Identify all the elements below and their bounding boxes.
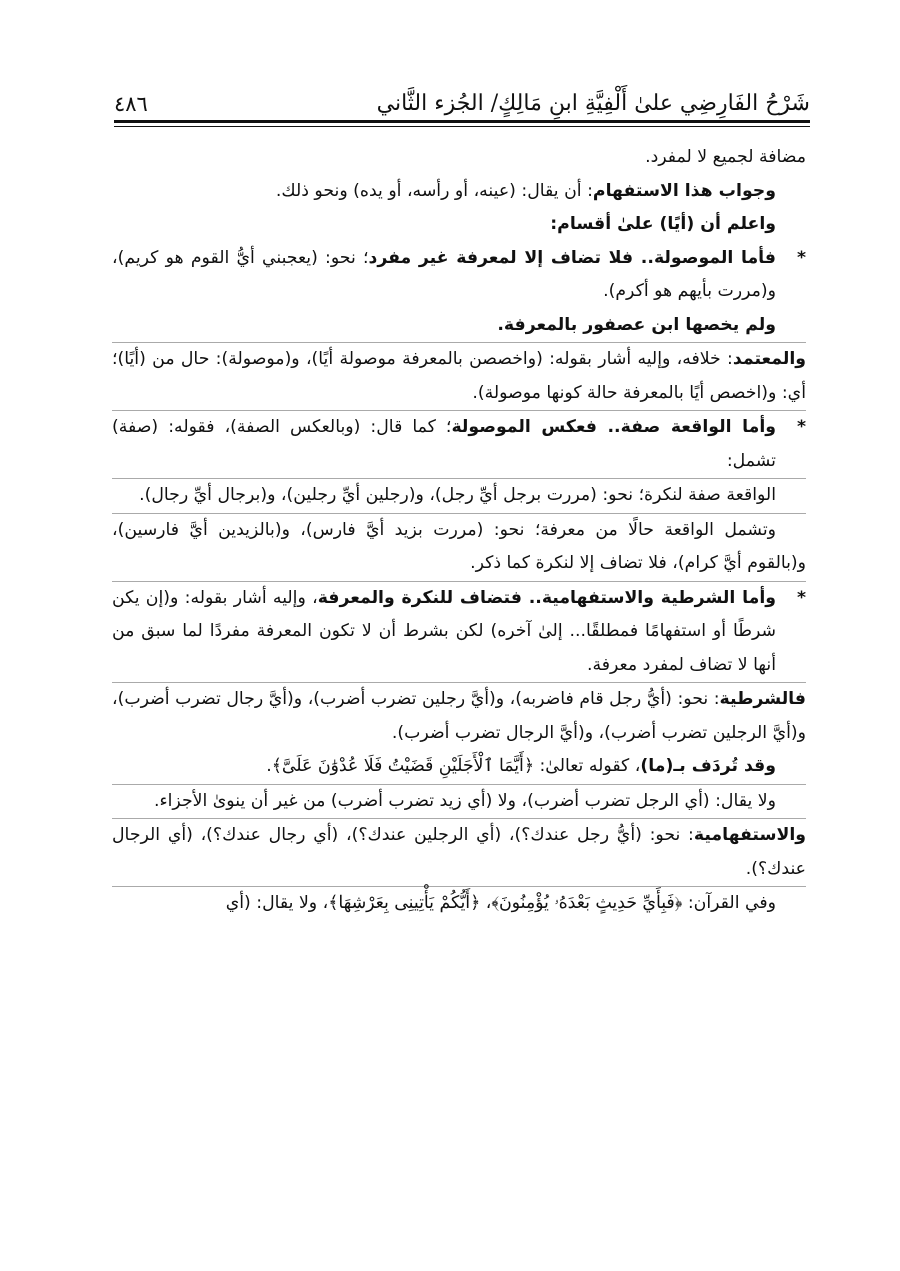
- bold-term: وقد تُردَف بـ(ما): [640, 756, 776, 776]
- bold-term: والمعتمد: [732, 349, 806, 369]
- header-rule-thin: [114, 126, 810, 127]
- paragraph-text: ،: [480, 893, 492, 913]
- paragraph-text: : نحو: (أيُّ رجل عندك؟)، (أي الرجلين عندك؟)، (أي رجال عندك؟)، (أي الرجال عندك؟).: [112, 825, 806, 879]
- bold-term: وأما الشرطية والاستفهامية.. فتضاف للنكرة والمعرفة: [317, 587, 776, 608]
- paragraph-text: ، وإليه أشار بقوله: و(إن يكن شرطًا أو استفهامًا فمطلقًا... إلىٰ آخره) لكن بشرط أن لا تكون المعرفة مفردًا لما سبق من أنها لا تضاف لمفرد معرفة.: [112, 587, 776, 675]
- paragraph-13: [112, 784, 806, 819]
- bold-term: وجواب هذا الاستفهام: [592, 180, 776, 201]
- paragraph-8: [112, 478, 806, 513]
- paragraph-12: [112, 750, 806, 784]
- paragraph-text: : أن يقال: (عينه، أو رأسه، أو يده) ونحو ذلك.: [275, 180, 593, 201]
- paragraph-text: وتشمل الواقعة حالًا من معرفة؛ نحو: (مررت بزيد أيَّ فارس)، و(بالزيدين أيَّ فارسين)، و(بالقوم أيَّ كرام)، فلا تضاف إلا لنكرة كما ذكر.: [112, 519, 806, 573]
- asterisk-bullet: *: [796, 247, 806, 268]
- paragraph-2: [112, 175, 806, 209]
- quran-verse: ﴿أَيَّمَا ٱلْأَجَلَيْنِ قَضَيْتُ فَلَا عُدْوَٰنَ عَلَىَّ﴾: [271, 756, 534, 776]
- paragraph-text: .: [266, 756, 272, 776]
- bold-term: فأما الموصولة.. فلا تضاف إلا لمعرفة غير مفرد: [368, 247, 776, 268]
- paragraph-text: ، كقوله تعالىٰ:: [533, 756, 641, 776]
- paragraph-6: [112, 342, 806, 410]
- paragraph-1: [112, 141, 806, 175]
- paragraph-text: ؛ كما قال: (وبالعكس الصفة)، فقوله: (صفة) تشمل:: [112, 417, 776, 471]
- paragraph-10: [112, 581, 806, 683]
- paragraph-14: [112, 818, 806, 886]
- paragraph-11: [112, 682, 806, 750]
- header-rule-thick: [114, 120, 810, 123]
- bold-term: وأما الواقعة صفة.. فعكس الموصولة: [451, 417, 776, 437]
- paragraph-text: وفي القرآن:: [682, 893, 776, 913]
- paragraph-5: [112, 309, 806, 343]
- running-title: شَرْحُ الفَارِضِي علىٰ أَلْفِيَّةِ ابنِ مَالِكٍ/ الجُزء الثَّاني: [376, 91, 810, 116]
- bold-term: فالشرطية: [719, 689, 806, 709]
- paragraph-text: : نحو: (أيُّ رجل قام فاضربه)، و(أيَّ رجلين تضرب أضرب)، و(أيَّ رجال تضرب أضرب)، و(أيَّ الرجلين تضرب أضرب)، و(أيَّ الرجال تضرب أضرب).: [112, 689, 806, 743]
- quran-verse: ﴿أَيُّكُمْ يَأْتِينِى بِعَرْشِهَا﴾: [328, 893, 481, 913]
- bold-term: ولم يخصها ابن عصفور بالمعرفة.: [497, 314, 776, 335]
- paragraph-text: مضافة لجميع لا لمفرد.: [645, 147, 806, 167]
- paragraph-15: [112, 886, 806, 921]
- bold-term: والاستفهامية: [693, 825, 806, 845]
- paragraph-9: [112, 513, 806, 581]
- paragraph-3: [112, 208, 806, 242]
- page-body: [112, 141, 806, 921]
- bold-term: واعلم أن (أيًا) علىٰ أقسام:: [550, 214, 776, 234]
- quran-verse: ﴿فَبِأَيِّ حَدِيثٍ بَعْدَهُۥ يُؤْمِنُونَ﴾: [491, 893, 683, 913]
- paragraph-text: : خلافه، وإليه أشار بقوله: (واخصصن بالمعرفة موصولة أيًا)، و(موصولة): حال من (أيًا)؛ أي: و(اخصص أيًا بالمعرفة حالة كونها موصولة).: [112, 349, 806, 403]
- page-number: ٤٨٦: [114, 92, 148, 116]
- page-header: [114, 78, 810, 116]
- paragraph-text: ؛ نحو: (يعجبني أيُّ القوم هو كريم)، و(مررت بأيهم هو أكرم).: [112, 247, 776, 301]
- paragraph-4: [112, 242, 806, 309]
- paragraph-text: ولا يقال: (أي الرجل تضرب أضرب)، ولا (أي زيد تضرب أضرب) من غير أن ينوىٰ الأجزاء.: [153, 790, 776, 811]
- paragraph-text: ، ولا يقال: (أي: [225, 893, 329, 913]
- paragraph-text: الواقعة صفة لنكرة؛ نحو: (مررت برجل أيِّ رجل)، و(رجلين أيِّ رجلين)، و(برجال أيِّ رجال).: [139, 485, 776, 505]
- paragraph-7: [112, 410, 806, 478]
- asterisk-bullet: *: [796, 587, 806, 608]
- asterisk-bullet: *: [796, 417, 806, 437]
